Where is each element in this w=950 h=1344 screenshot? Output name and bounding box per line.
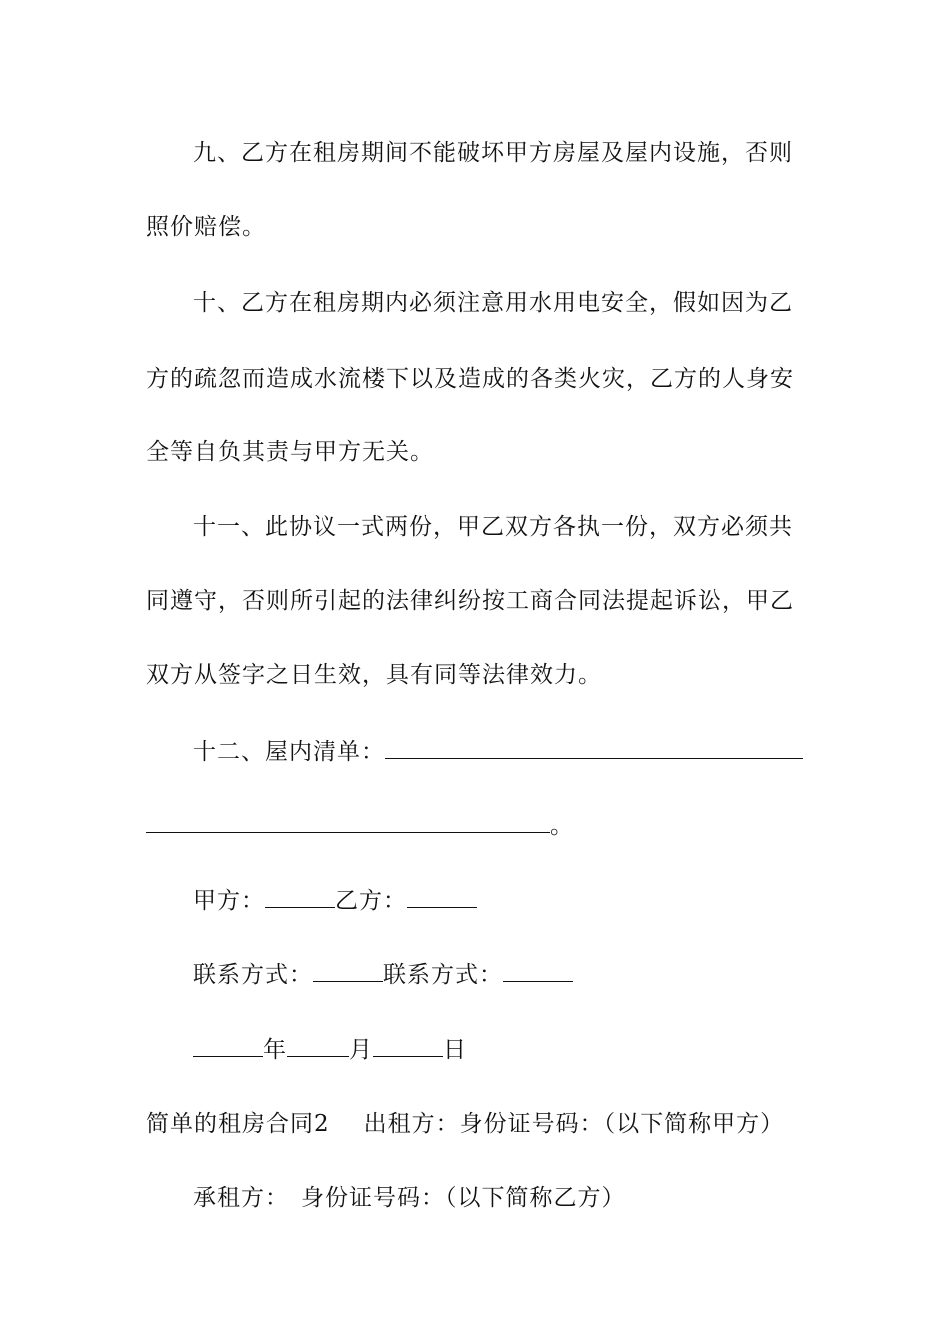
clause-11-line-3: 双方从签字之日生效，具有同等法律效力。 xyxy=(146,662,602,688)
party-a-label: 甲方： xyxy=(193,888,265,914)
clause-12-line-2 xyxy=(146,810,574,841)
clause-12-label: 十二、屋内清单： xyxy=(193,739,385,765)
clause-10-line-2: 方的疏忽而造成水流楼下以及造成的各类火灾，乙方的人身安 xyxy=(146,366,794,392)
lessee-label: 承租方： xyxy=(193,1185,289,1211)
inventory-blank-1[interactable] xyxy=(385,736,803,759)
contact-b-blank[interactable] xyxy=(503,959,573,982)
month-label: 月 xyxy=(349,1037,373,1063)
clause-9-line-1: 九、乙方在租房期间不能破坏甲方房屋及屋内设施，否则 xyxy=(193,140,793,166)
clause-9-line-2: 照价赔偿。 xyxy=(146,214,266,240)
day-blank[interactable] xyxy=(373,1034,443,1057)
contact-b-label: 联系方式： xyxy=(383,962,503,988)
signature-parties-line xyxy=(193,885,477,916)
inventory-blank-2[interactable] xyxy=(146,810,550,833)
contact-a-blank[interactable] xyxy=(313,959,383,982)
clause-10-line-1: 十、乙方在租房期内必须注意用水用电安全，假如因为乙 xyxy=(193,290,793,316)
contract-2-header-line xyxy=(146,1109,784,1139)
party-b-label: 乙方： xyxy=(335,888,407,914)
year-label: 年 xyxy=(263,1037,287,1063)
lessor-line: 出租方：身份证号码：（以下简称甲方） xyxy=(363,1111,785,1137)
party-a-blank[interactable] xyxy=(265,885,335,908)
clause-12-end-mark: 。 xyxy=(550,813,574,839)
signature-contact-line xyxy=(193,959,573,990)
year-blank[interactable] xyxy=(193,1034,263,1057)
contract-2-title: 简单的租房合同2 xyxy=(146,1111,330,1137)
day-label: 日 xyxy=(443,1037,467,1063)
clause-10-line-3: 全等自负其责与甲方无关。 xyxy=(146,439,434,465)
signature-date-line xyxy=(193,1034,467,1065)
contact-a-label: 联系方式： xyxy=(193,962,313,988)
month-blank[interactable] xyxy=(287,1034,349,1057)
clause-12-line-1 xyxy=(193,736,803,767)
lessee-id: 身份证号码：（以下简称乙方） xyxy=(301,1185,626,1211)
lessee-line xyxy=(193,1183,626,1213)
clause-11-line-1: 十一、此协议一式两份，甲乙双方各执一份，双方必须共 xyxy=(193,514,793,540)
clause-11-line-2: 同遵守，否则所引起的法律纠纷按工商合同法提起诉讼，甲乙 xyxy=(146,588,794,614)
party-b-blank[interactable] xyxy=(407,885,477,908)
